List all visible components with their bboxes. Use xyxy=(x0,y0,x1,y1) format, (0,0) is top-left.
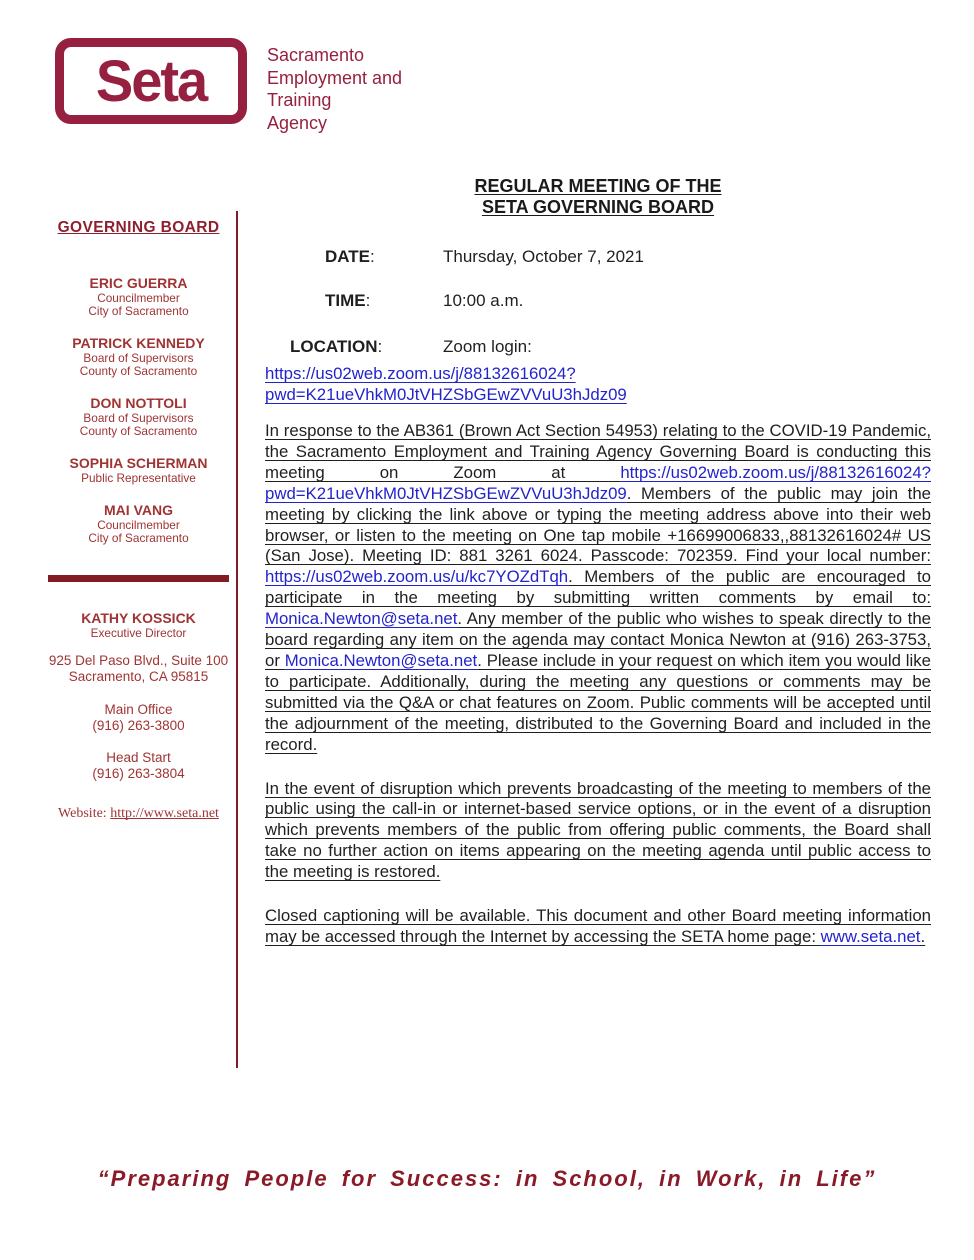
email-link[interactable]: Monica.Newton@seta.net xyxy=(284,650,478,670)
paragraph-covid-meeting-notice: In response to the AB361 (Brown Act Section 54953) relating to the COVID-19 Pandemic, the Sacramento Employment and Training Agency Governing Board is conducting this meeting on Zoom at https://us02web.zoom.us/j/88132616024?pwd=K21ueVhkM0JtVHZSbGEwZVVuU3hJdz09. Members of the public may join the meeting by clicking the link above or typing the meeting address above into their web browser, or listen to the meeting on One tap mobile +16699006833,,88132616024# US (San Jose). Meeting ID: 881 3261 6024. Passcode: 702359. Find your local number: https://us02web.zoom.us/u/kc7YOZdTqh. Members of the public are encouraged to participate in the meeting by submitting written comments by email to: Monica.Newton@seta.net. Any member of the public who wishes to speak directly to the board regarding any item on the agenda may contact Monica Newton at (916) 263-3753, or Monica.Newton@seta.net. Please include in your request on which item you would like to participate. Additionally, during the meeting any questions or comments may be submitted via the Q&A or chat features on Zoom. Public comments will be accepted until the adjournment of the meeting, distributed to the Governing Board and included in the record. xyxy=(265,421,931,754)
paragraph-disruption-policy: In the event of disruption which prevents broadcasting of the meeting to members of the public using the call-in or internet-based service options, or in the event of a disruption which prevents members of the public from offering public comments, the Board shall take no further action on items appearing on the meeting agenda until public access to the meeting is restored. xyxy=(265,778,931,882)
board-member-title: City of Sacramento xyxy=(88,304,189,318)
time-value: 10:00 a.m. xyxy=(443,291,524,310)
contact-label: Main Office xyxy=(104,702,173,717)
board-member-title: Board of Supervisors xyxy=(83,411,194,425)
agency-name-line: Sacramento xyxy=(267,45,365,65)
board-member-title: County of Sacramento xyxy=(79,424,198,438)
board-member-name: MAI VANG xyxy=(104,502,173,518)
board-member-name: DON NOTTOLI xyxy=(90,395,187,411)
contact-phone: (916) 263-3800 xyxy=(92,718,185,733)
paragraph-closed-captioning: Closed captioning will be available. This document and other Board meeting information may be accessed through the Internet by accessing the SETA home page: www.seta.net. xyxy=(265,906,931,946)
board-member xyxy=(40,335,237,378)
location-value: Zoom login: xyxy=(443,337,532,356)
document-title xyxy=(265,176,931,218)
board-member xyxy=(40,502,237,545)
executive-director xyxy=(40,610,237,640)
contact-phone: (916) 263-3804 xyxy=(92,766,185,781)
zoom-meeting-link[interactable]: https://us02web.zoom.us/j/88132616024?pwd=K21ueVhkM0JtVHZSbGEwZVVuU3hJdz09 xyxy=(265,364,627,404)
seta-website-link[interactable]: http://www.seta.net xyxy=(110,806,219,821)
agency-name xyxy=(267,44,402,134)
date-value: Thursday, October 7, 2021 xyxy=(443,247,644,266)
location-row xyxy=(265,337,931,358)
date-row xyxy=(265,247,931,268)
location-label: LOCATION: xyxy=(290,337,383,356)
board-member-name: ERIC GUERRA xyxy=(89,275,188,291)
zoom-local-number-link[interactable]: https://us02web.zoom.us/u/kc7YOZdTqh xyxy=(265,567,569,587)
date-label: DATE: xyxy=(325,247,375,266)
board-member-title: Councilmember xyxy=(97,291,180,305)
board-member-name: PATRICK KENNEDY xyxy=(72,335,205,351)
main-office-contact xyxy=(40,702,237,734)
sidebar-section-divider xyxy=(48,575,229,582)
board-member-title: County of Sacramento xyxy=(79,364,198,378)
board-member-name: SOPHIA SCHERMAN xyxy=(69,455,208,471)
time-row xyxy=(265,291,931,312)
agency-name-line: Employment and xyxy=(267,67,403,88)
zoom-meeting-link[interactable]: https://us02web.zoom.us/j/88132616024?pwd=K21ueVhkM0JtVHZSbGEwZVVuU3hJdz09 xyxy=(265,462,931,503)
agency-name-line: Training xyxy=(267,90,332,110)
contact-label: Head Start xyxy=(106,750,171,765)
board-member-title: Public Representative xyxy=(81,471,196,485)
website-line xyxy=(40,806,237,822)
website-label: Website: xyxy=(58,806,111,821)
agency-address xyxy=(40,653,237,685)
executive-director-title: Executive Director xyxy=(90,626,187,640)
seta-logo-text: Seta xyxy=(95,47,207,114)
address-line: 925 Del Paso Blvd., Suite 100 xyxy=(48,653,229,668)
seta-logo xyxy=(55,38,247,124)
main-content xyxy=(265,176,931,948)
board-member xyxy=(40,395,237,438)
agency-name-line: Agency xyxy=(267,112,328,133)
email-link[interactable]: Monica.Newton@seta.net xyxy=(265,609,458,629)
board-member-title: Board of Supervisors xyxy=(83,351,194,365)
sidebar xyxy=(40,218,237,822)
seta-homepage-link[interactable]: www.seta.net xyxy=(820,926,921,946)
time-label: TIME: xyxy=(325,291,371,310)
document-title-line1: REGULAR MEETING OF THE xyxy=(474,176,722,196)
board-member xyxy=(40,455,237,485)
board-member xyxy=(40,275,237,318)
zoom-login-link-line xyxy=(265,363,931,405)
board-member-title: City of Sacramento xyxy=(88,531,189,545)
address-line: Sacramento, CA 95815 xyxy=(68,669,209,684)
footer-tagline: “Preparing People for Success: in School, in Work, in Life” xyxy=(97,1166,877,1191)
governing-board-heading: GOVERNING BOARD xyxy=(57,219,220,236)
board-member-title: Councilmember xyxy=(97,518,180,532)
head-start-contact xyxy=(40,750,237,782)
executive-director-name: KATHY KOSSICK xyxy=(81,610,196,626)
document-title-line2: SETA GOVERNING BOARD xyxy=(481,197,714,217)
